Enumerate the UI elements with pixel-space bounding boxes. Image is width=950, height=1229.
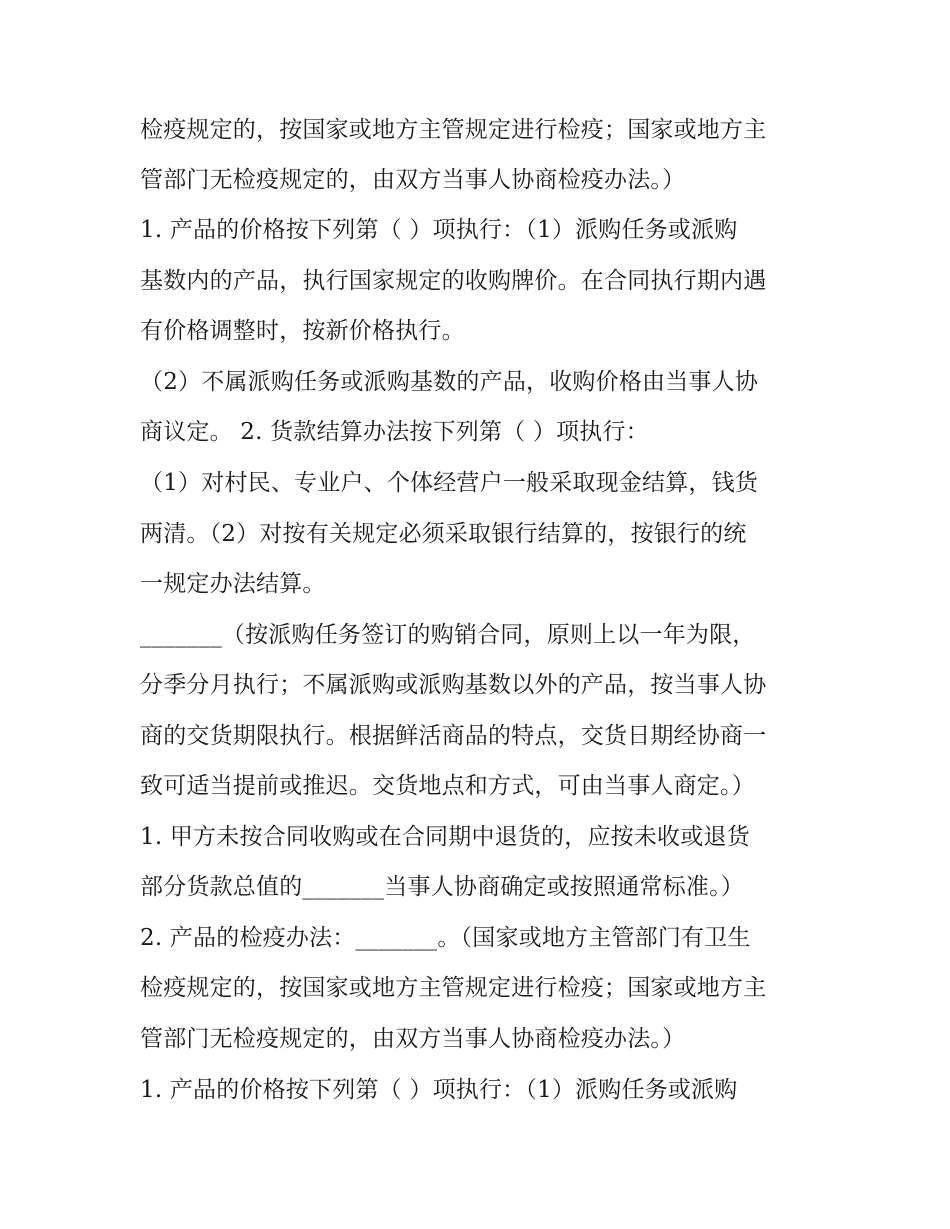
text-line-3: 1. 产品的价格按下列第（ ）项执行：（1）派购任务或派购	[140, 217, 738, 243]
text-line-4: 基数内的产品，执行国家规定的收购牌价。在合同执行期内遇	[140, 268, 767, 294]
text-line-16: 部分货款总值的_______当事人协商确定或按照通常标准。）	[140, 874, 744, 900]
text-line-6: （2）不属派购任务或派购基数的产品，收购价格由当事人协	[140, 369, 759, 395]
text-line-20: 1. 产品的价格按下列第（ ）项执行：（1）派购任务或派购	[140, 1077, 738, 1103]
text-line-15: 1. 甲方未按合同收购或在合同期中退货的，应按未收或退货	[140, 824, 750, 850]
text-line-9: 两清。（2）对按有关规定必须采取银行结算的，按银行的统	[140, 521, 747, 547]
text-line-12: 分季分月执行；不属派购或派购基数以外的产品，按当事人协	[140, 672, 767, 698]
text-line-19: 管部门无检疫规定的，由双方当事人协商检疫办法。）	[140, 1026, 686, 1052]
text-line-10: 一规定办法结算。	[140, 571, 326, 597]
text-line-11: _______（按派购任务签订的购销合同，原则上以一年为限，	[140, 622, 756, 648]
text-line-5: 有价格调整时，按新价格执行。	[140, 318, 465, 344]
text-line-18: 检疫规定的，按国家或地方主管规定进行检疫；国家或地方主	[140, 975, 767, 1001]
text-line-14: 致可适当提前或推迟。交货地点和方式，可由当事人商定。）	[140, 773, 755, 799]
text-line-17: 2. 产品的检疫办法：_______。（国家或地方主管部门有卫生	[140, 925, 751, 951]
text-line-7: 商议定。 2. 货款结算办法按下列第（ ）项执行：	[140, 419, 649, 445]
text-line-8: （1）对村民、专业户、个体经营户一般采取现金结算，钱货	[140, 470, 759, 496]
text-line-1: 检疫规定的，按国家或地方主管规定进行检疫；国家或地方主	[140, 117, 767, 143]
text-line-2: 管部门无检疫规定的，由双方当事人协商检疫办法。）	[140, 167, 686, 193]
text-line-13: 商的交货期限执行。根据鲜活商品的特点，交货日期经协商一	[140, 723, 767, 749]
